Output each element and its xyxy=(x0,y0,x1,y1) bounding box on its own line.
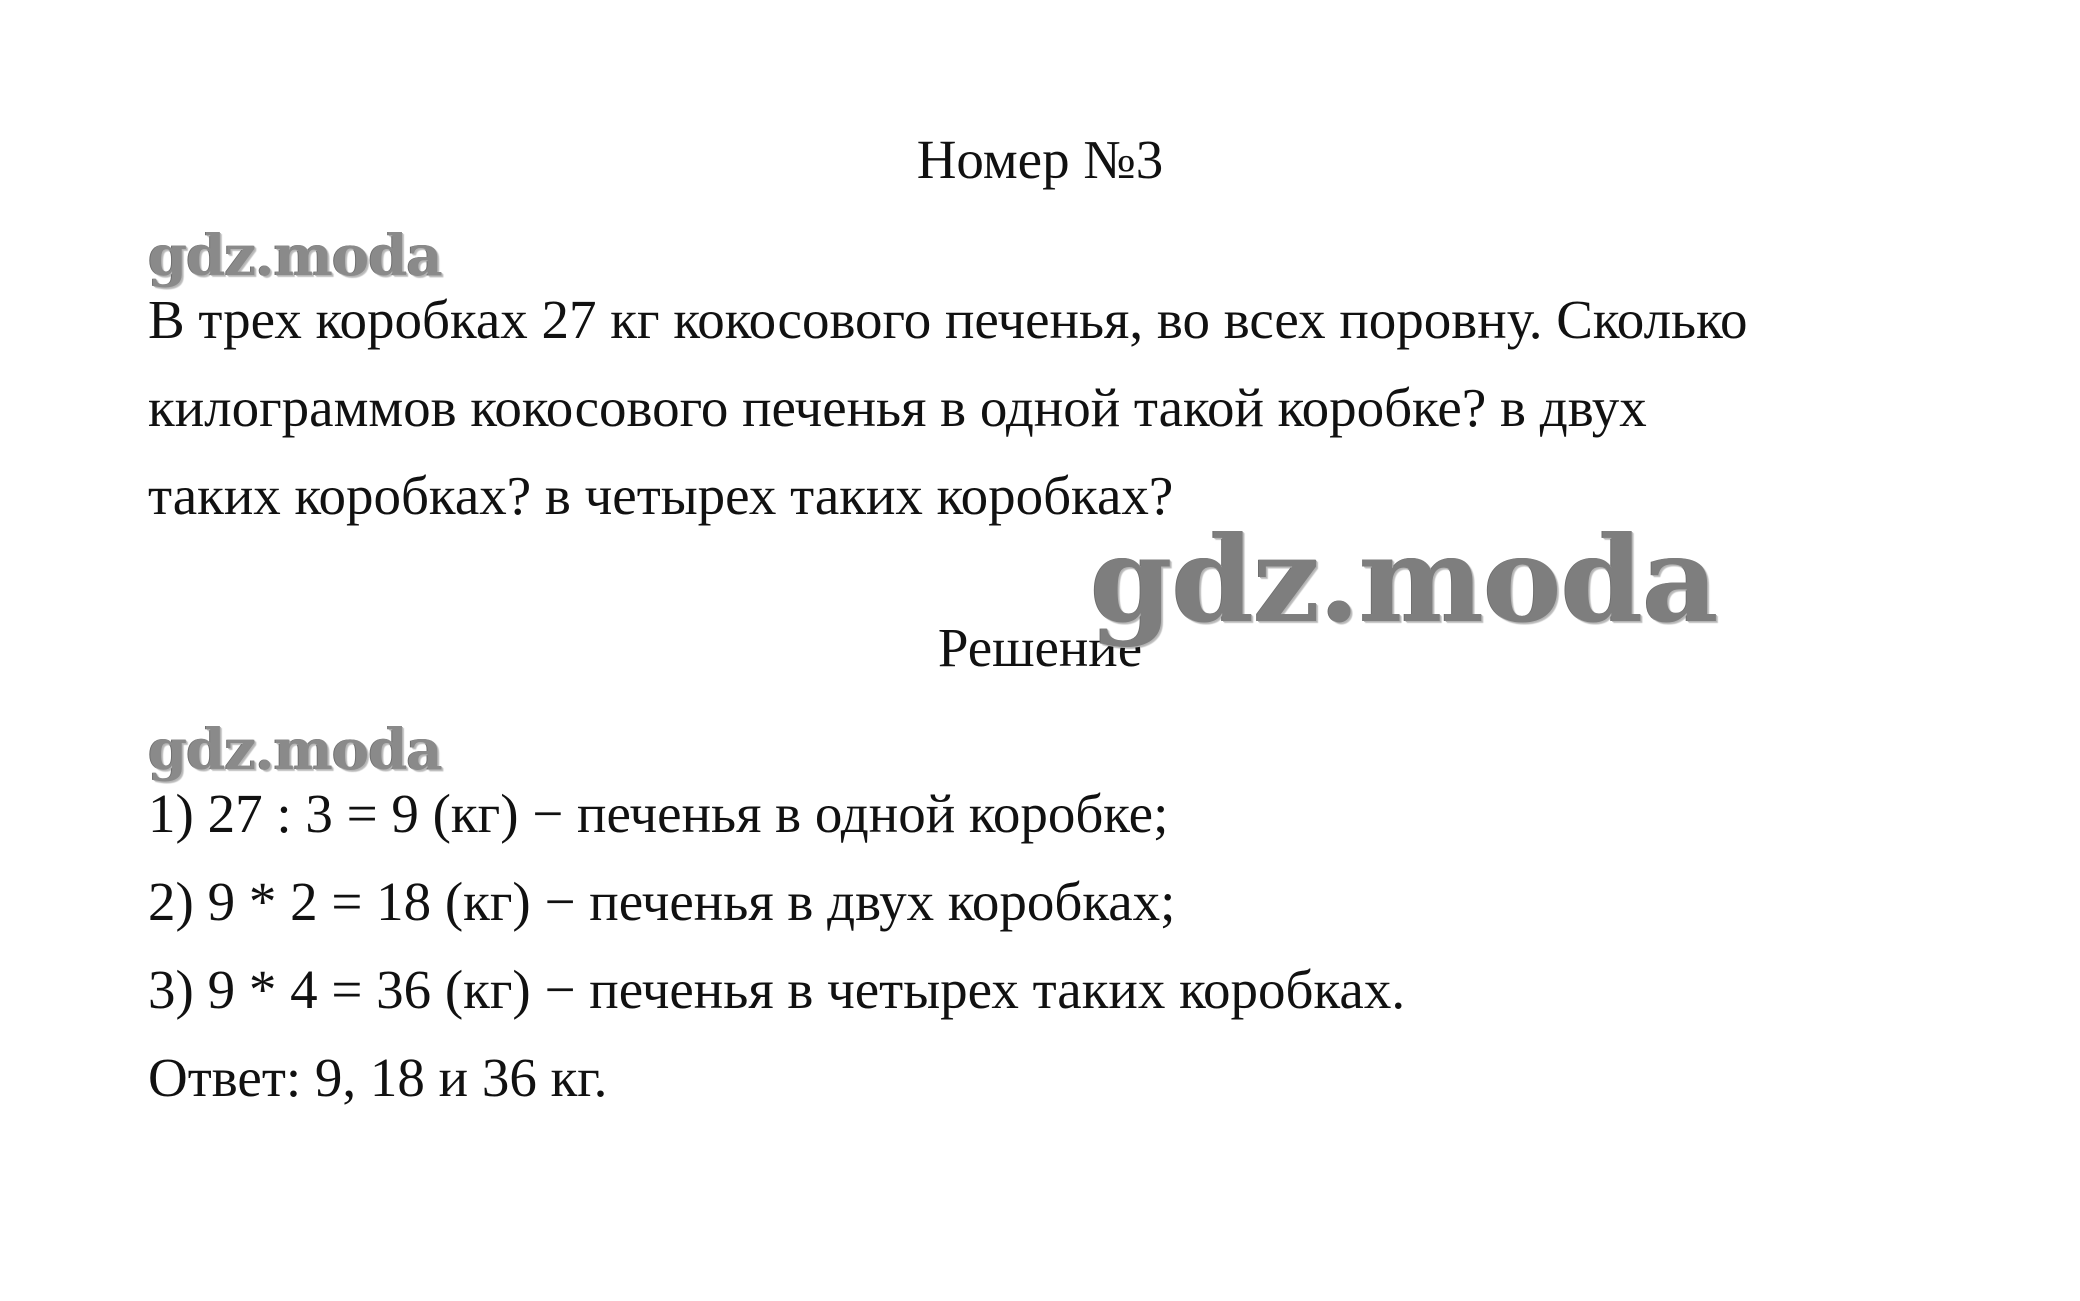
solution-step: 1) 27 : 3 = 9 (кг) − печенья в одной коробке; xyxy=(148,783,1169,844)
problem-line: таких коробках? в четырех таких коробках? xyxy=(148,465,1174,526)
solution-heading: Решение xyxy=(937,617,1143,678)
problem-line: В трех коробках 27 кг кокосового печенья, во всех поровну. Сколько xyxy=(148,289,1748,350)
watermark-logo: gdz.moda xyxy=(148,717,442,783)
solution-answer: Ответ: 9, 18 и 36 кг. xyxy=(148,1047,608,1108)
solution-step: 2) 9 * 2 = 18 (кг) − печенья в двух коробках; xyxy=(148,871,1176,932)
problem-title: Номер №3 xyxy=(916,129,1164,190)
problem-statement xyxy=(148,276,1978,540)
solution-body xyxy=(148,770,1978,1122)
watermark-logo: gdz.moda xyxy=(148,223,442,289)
watermark-logo: gdz.moda xyxy=(1090,510,1718,649)
solution-step: 3) 9 * 4 = 36 (кг) − печенья в четырех таких коробках. xyxy=(148,959,1406,1020)
problem-line: килограммов кокосового печенья в одной такой коробке? в двух xyxy=(148,377,1647,438)
